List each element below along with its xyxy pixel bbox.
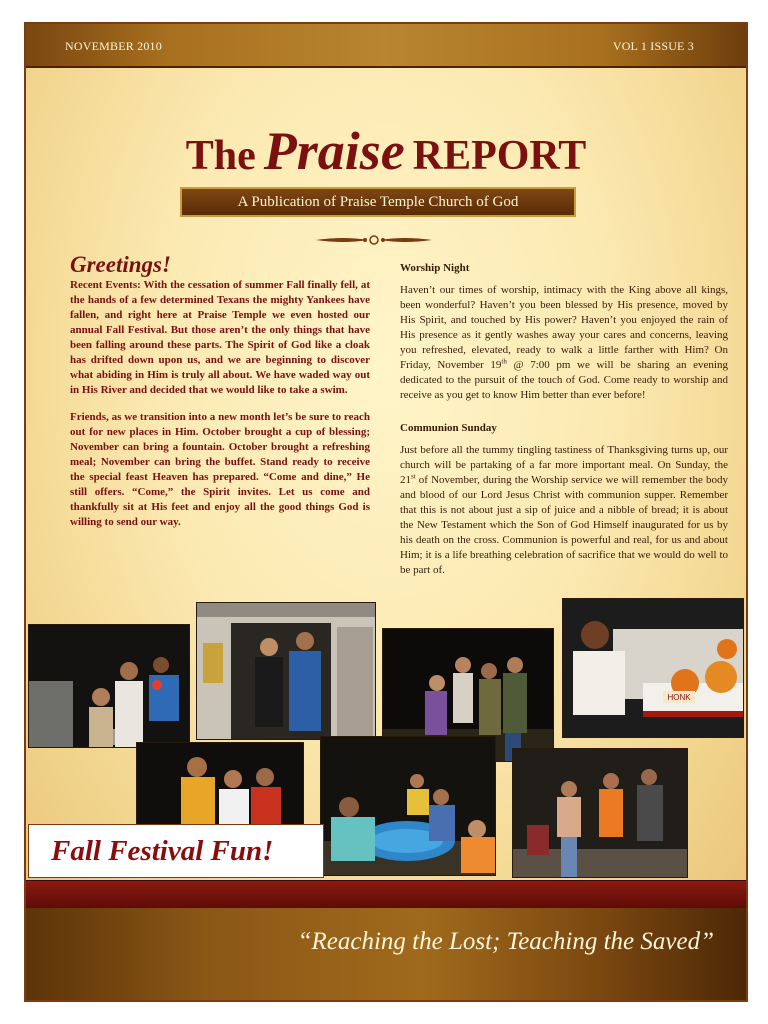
photo-doorway-adults (196, 602, 376, 740)
ornament-flourish-icon (314, 233, 434, 247)
articles-column (400, 262, 728, 597)
greetings-column (70, 252, 370, 542)
communion-sunday-heading: Communion Sunday (400, 422, 497, 434)
masthead-subtitle: A Publication of Praise Temple Church of God (180, 187, 576, 217)
greetings-title: Greetings! (70, 252, 171, 277)
masthead-word-report: REPORT (412, 133, 587, 179)
newsletter-page (24, 22, 748, 1002)
greetings-paragraph-2: Friends, as we transition into a new month let’s be sure to reach out for new places in Him. October brought a cup of blessing; November can bring a fountain. October brought a refreshing meal; November can bring the buffet. Stand ready to receive the special feast Heaven has prepared. “Come and dine,” He still offers. “Come,” the Spirit invites. Let us come and thankfully sit at His feet and enjoy all the good things God is willing to send our way. (70, 411, 370, 528)
masthead-title (26, 120, 746, 182)
pumpkin-sign-text: HONK (667, 693, 691, 702)
issue-volume: VOL 1 ISSUE 3 (612, 39, 694, 53)
masthead-word-praise: Praise (263, 121, 405, 181)
footer-band (26, 908, 746, 1000)
masthead-word-the: The (185, 133, 256, 179)
greetings-paragraph-1: Recent Events: With the cessation of summer Fall finally fell, at the hands of a few determined Texans the mighty Yankees have fallen, and right here at Praise Temple we even hosted our annual Fall Festival. But those aren’t the only things that have been falling around these parts. The Spirit of God like a cloak has drifted down upon us, and we are beginning to discover what abiding in Him is truly all about. We have waded way out in His River and decided that we would like to take a swim. (70, 279, 370, 396)
photo-fishing-pool (320, 736, 496, 876)
worship-night-text: Haven’t our times of worship, intimacy with the King above all kings, been wonderful? Haven’t you been blessed by His presence, moved by His Spirit, and touched by His power? Haven’t you enjoyed the rain of His presence as it gently washes away your cares and concerns, leaving you refreshed, elevated, ready to walk a little farther with Him? On Friday, November 19th @ 7:00 pm we will be sharing an evening dedicated to the pursuit of the touch of God. Come ready to worship and receive as you get to know Him better than ever before! (400, 284, 728, 401)
photo-crowd-chairs (512, 748, 688, 878)
worship-night-heading: Worship Night (400, 262, 470, 274)
issue-month: NOVEMBER 2010 (65, 39, 162, 53)
photo-caption: Fall Festival Fun! (28, 824, 324, 878)
photo-cooking-group (28, 624, 190, 748)
photo-pumpkins-table (562, 598, 744, 738)
communion-sunday-text: Just before all the tummy tingling tastiness of Thanksgiving turns up, our church will be partaking of a far more important meal. On Sunday, the 21st of November, during the Worship service we will remember the body and blood of our Lord Jesus Christ with communion supper. Remember that this is not about just a sip of juice and a nibble of bread; it is about the New Testament which the Son of God Himself inaugurated for us by his death on the cross. Communion is powerful and real, for us and about Him; it is a life breathing celebration of sacrifice that we would do well to be part of. (400, 444, 728, 576)
top-band (26, 24, 746, 68)
photo-kids-masks (136, 742, 304, 828)
footer-tagline: “Reaching the Lost; Teaching the Saved” (297, 928, 714, 955)
red-divider-band (26, 880, 746, 908)
